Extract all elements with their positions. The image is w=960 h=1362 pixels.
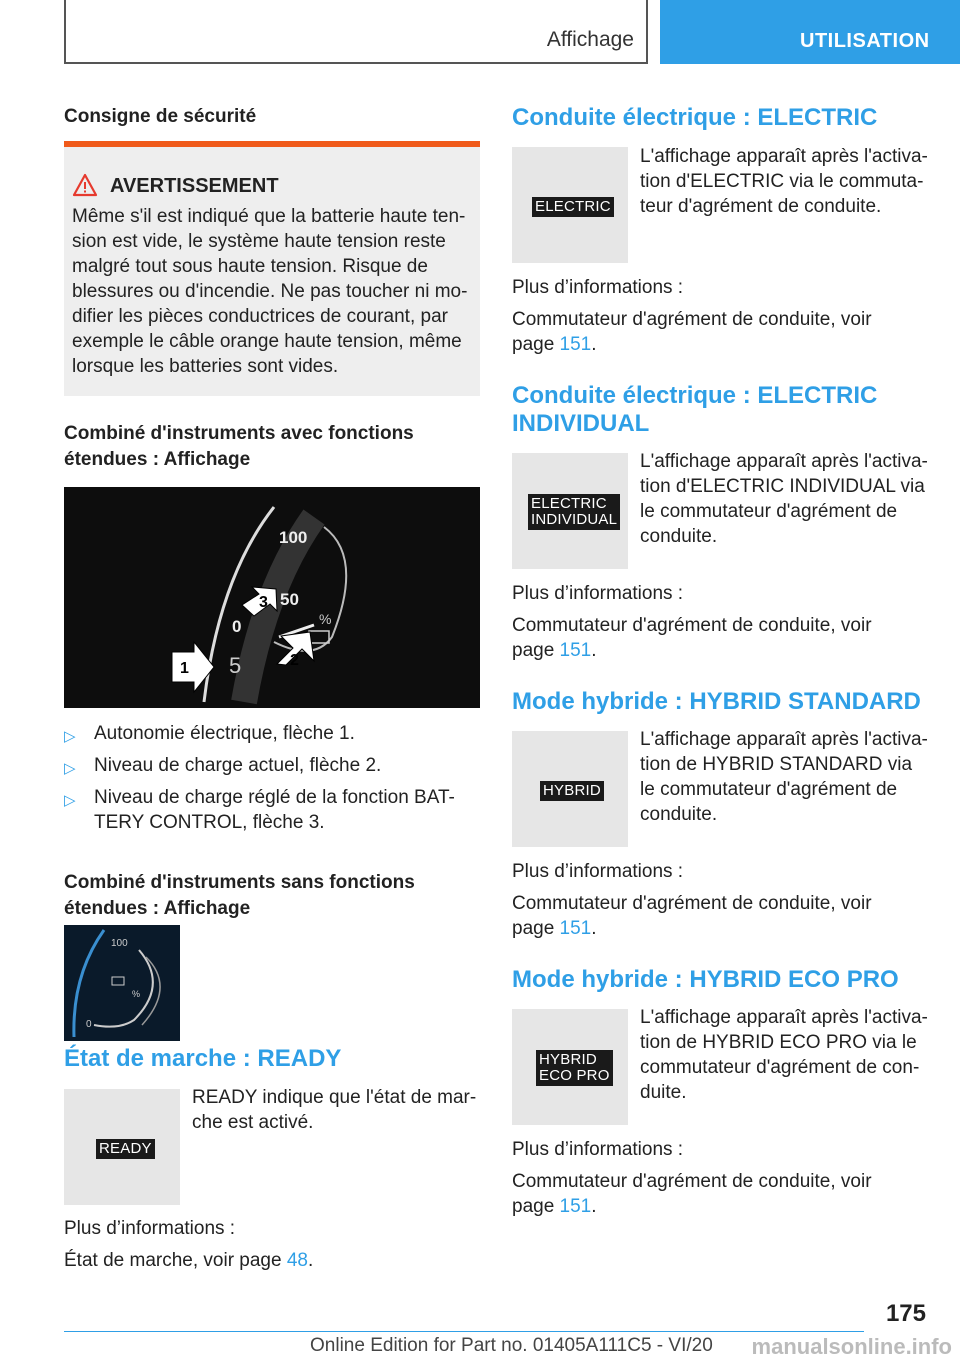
hybrid-eco-pro-description xyxy=(640,1005,940,1105)
electric-individual-reference xyxy=(512,613,912,663)
electric-image xyxy=(512,147,628,263)
ready-title: État de marche : READY xyxy=(64,1045,342,1072)
mode-title-hybrid-standard xyxy=(512,688,921,716)
electric-individual-more-info: Plus d’informations : xyxy=(512,583,684,604)
desc-line: L'affichage apparaît après l'activa- xyxy=(640,729,928,750)
footer-edition: Online Edition for Part no. 01405A111C5 - VI/20 xyxy=(310,1335,713,1356)
page-number: 175 xyxy=(885,1300,926,1327)
hybrid-standard-image xyxy=(512,731,628,847)
arrow-1-label: 1 xyxy=(180,660,189,677)
ready-more-info: Plus d’informations : xyxy=(64,1218,236,1239)
desc-line: tion d'ELECTRIC INDIVIDUAL via xyxy=(640,476,925,497)
extended-cluster-heading xyxy=(64,421,414,473)
ready-reference xyxy=(64,1248,313,1273)
warning-line: lorsque les batteries sont vides. xyxy=(72,356,339,377)
gauge-tick-50: 50 xyxy=(280,590,299,609)
hybrid-eco-pro-image xyxy=(512,1009,628,1125)
desc-line: tion d'ELECTRIC via le commuta- xyxy=(640,171,924,192)
desc-line: conduite. xyxy=(640,804,718,825)
electric-individual-image xyxy=(512,453,628,569)
desc-line: teur d'agrément de conduite. xyxy=(640,196,882,217)
list-bullet: ▷ xyxy=(64,728,76,745)
warning-line: exemple le câble orange haute tension, même xyxy=(72,331,462,352)
desc-line: le commutateur d'agrément de xyxy=(640,779,898,800)
desc-line: le commutateur d'agrément de xyxy=(640,501,898,522)
ref-line: Commutateur d'agrément de conduite, voir xyxy=(512,1171,872,1192)
heading-line: étendues : Affichage xyxy=(64,898,251,919)
arrow-2-label: 2 xyxy=(290,652,299,669)
title-line: Mode hybride : HYBRID STANDARD xyxy=(512,688,921,715)
page-link[interactable]: 48 xyxy=(286,1250,308,1271)
heading-line: Combiné d'instruments avec fonctions xyxy=(64,423,414,444)
warning-line: sion est vide, le système haute tension reste xyxy=(72,231,446,252)
badge-line: HYBRID xyxy=(539,1051,597,1068)
header-chapter-title: UTILISATION xyxy=(800,30,930,52)
gauge-percent: % xyxy=(319,611,332,627)
badge-line: INDIVIDUAL xyxy=(531,511,618,528)
ref-text: page xyxy=(512,640,560,661)
ref-line: Commutateur d'agrément de conduite, voir xyxy=(512,615,872,636)
ref-text: page xyxy=(512,334,560,355)
ref-text: page xyxy=(512,1196,560,1217)
header-section-title: Affichage xyxy=(546,28,634,51)
small-gauge-tick-100: 100 xyxy=(111,938,128,949)
heading-line: étendues : Affichage xyxy=(64,449,251,470)
ref-end: . xyxy=(591,918,597,939)
small-gauge-tick-0: 0 xyxy=(86,1019,92,1030)
badge-line: ELECTRIC xyxy=(531,495,607,512)
page-link[interactable]: 151 xyxy=(559,334,592,355)
basic-gauge-image xyxy=(64,925,180,1041)
gauge-tick-0: 0 xyxy=(232,617,242,636)
list-item xyxy=(94,785,474,835)
desc-line: L'affichage apparaît après l'activa- xyxy=(640,451,928,472)
mode-title-electric-individual xyxy=(512,382,877,438)
electric-reference xyxy=(512,307,912,357)
gauge-range-5: 5 xyxy=(229,653,242,678)
desc-line: duite. xyxy=(640,1082,687,1103)
electric-more-info: Plus d’informations : xyxy=(512,277,684,298)
ref-end: . xyxy=(591,640,597,661)
heading-line: Combiné d'instruments sans fonctions xyxy=(64,872,415,893)
desc-line: READY indique que l'état de mar- xyxy=(192,1087,477,1108)
hybrid-standard-more-info: Plus d’informations : xyxy=(512,861,684,882)
ready-image xyxy=(64,1089,180,1205)
desc-line: tion de HYBRID STANDARD via xyxy=(640,754,913,775)
desc-line: L'affichage apparaît après l'activa- xyxy=(640,1007,928,1028)
desc-line: che est activé. xyxy=(192,1112,314,1133)
ready-badge: READY xyxy=(96,1139,155,1159)
electric-description xyxy=(640,144,940,219)
warning-line: blessures ou d'incendie. Ne pas toucher ni mo- xyxy=(72,281,468,302)
extended-gauge-image xyxy=(64,487,480,708)
list-bullet: ▷ xyxy=(64,792,76,809)
arrow-3-label: 3 xyxy=(259,594,268,611)
ref-end: . xyxy=(591,1196,597,1217)
title-line: Conduite électrique : ELECTRIC xyxy=(512,382,878,409)
warning-line: Même s'il est indiqué que la batterie haute ten- xyxy=(72,206,466,227)
ref-text: page xyxy=(512,918,560,939)
gauge-tick-100: 100 xyxy=(279,528,308,547)
list-bullet: ▷ xyxy=(64,760,76,777)
hybrid-eco-pro-more-info: Plus d’informations : xyxy=(512,1139,684,1160)
page-link[interactable]: 151 xyxy=(559,640,592,661)
hybrid-eco-pro-badge xyxy=(536,1050,613,1086)
warning-triangle-icon xyxy=(72,173,98,197)
mode-title-hybrid-eco-pro xyxy=(512,966,899,994)
electric-individual-description xyxy=(640,449,940,549)
ref-text: État de marche, voir page xyxy=(64,1250,287,1271)
list-item-line: TERY CONTROL, flèche 3. xyxy=(94,812,325,833)
electric-badge: ELECTRIC xyxy=(532,197,614,217)
list-item xyxy=(94,753,474,778)
ref-end: . xyxy=(591,334,597,355)
header-section-box xyxy=(64,0,648,64)
header-chapter-box xyxy=(660,0,960,64)
list-item-line: Autonomie électrique, flèche 1. xyxy=(94,723,355,744)
hybrid-badge: HYBRID xyxy=(540,781,604,801)
ref-line: Commutateur d'agrément de conduite, voir xyxy=(512,309,872,330)
hybrid-standard-description xyxy=(640,727,940,827)
hybrid-standard-reference xyxy=(512,891,912,941)
list-item-line: Niveau de charge réglé de la fonction BAT- xyxy=(94,787,455,808)
ready-description xyxy=(192,1085,482,1135)
desc-line: tion de HYBRID ECO PRO via le xyxy=(640,1032,917,1053)
mode-title-electric xyxy=(512,104,877,132)
watermark-text: manualsonline.info xyxy=(751,1334,952,1359)
warning-title: AVERTISSEMENT xyxy=(110,175,279,197)
page-link[interactable]: 151 xyxy=(559,1196,592,1217)
title-line: Mode hybride : HYBRID ECO PRO xyxy=(512,966,899,993)
warning-line: malgré tout sous haute tension. Risque de xyxy=(72,256,428,277)
desc-line: conduite. xyxy=(640,526,718,547)
small-gauge-percent: % xyxy=(132,989,141,999)
electric-individual-badge xyxy=(528,494,620,530)
hybrid-eco-pro-reference xyxy=(512,1169,912,1219)
warning-line: difier les pièces conductrices de courant, par xyxy=(72,306,448,327)
title-line: INDIVIDUAL xyxy=(512,410,650,437)
ref-end: . xyxy=(307,1250,314,1271)
desc-line: commutateur d'agrément de con- xyxy=(640,1057,920,1078)
basic-cluster-heading xyxy=(64,870,415,922)
list-item xyxy=(94,721,474,746)
title-line: Conduite électrique : ELECTRIC xyxy=(512,104,878,131)
warning-box xyxy=(64,141,480,396)
desc-line: L'affichage apparaît après l'activa- xyxy=(640,146,928,167)
page-link[interactable]: 151 xyxy=(559,918,592,939)
ref-line: Commutateur d'agrément de conduite, voir xyxy=(512,893,872,914)
warning-text xyxy=(72,204,470,379)
list-item-line: Niveau de charge actuel, flèche 2. xyxy=(94,755,382,776)
safety-heading: Consigne de sécurité xyxy=(64,106,257,127)
badge-line: ECO PRO xyxy=(539,1067,610,1084)
footer-rule xyxy=(64,1331,864,1332)
